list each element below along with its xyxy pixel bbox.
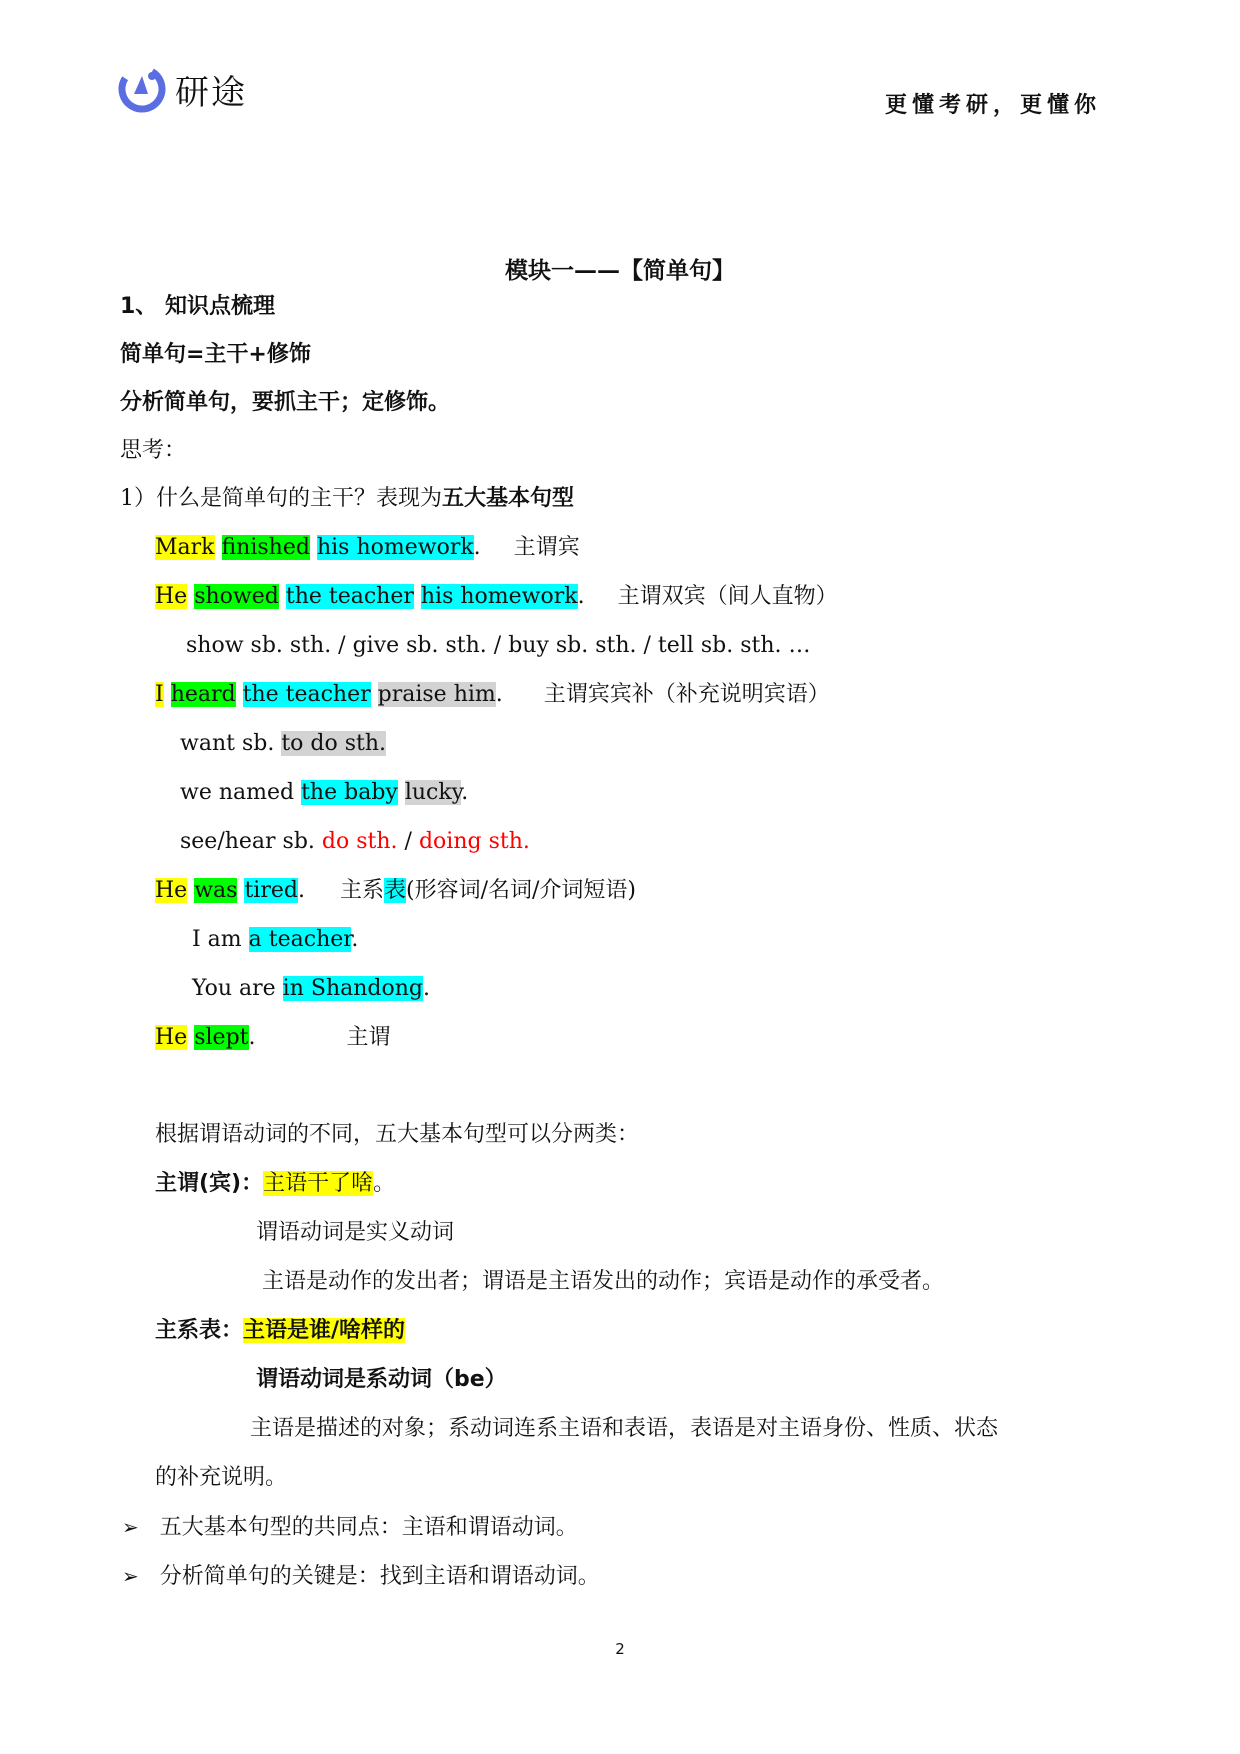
type-sv-o bbox=[155, 1169, 395, 1199]
object-complement: praise him bbox=[377, 682, 496, 707]
separator: / bbox=[397, 829, 419, 854]
question-1 bbox=[120, 484, 574, 514]
section-heading: 1、 知识点梳理 bbox=[120, 294, 275, 319]
predicative: in Shandong bbox=[282, 976, 423, 1001]
object: his homework bbox=[316, 535, 474, 560]
svp-example-b bbox=[192, 974, 430, 1004]
subject: Mark bbox=[155, 535, 215, 560]
question-1-bold: 五大基本句型 bbox=[442, 486, 575, 511]
text: we named bbox=[180, 780, 302, 805]
type-highlight: 主语干了啥 bbox=[263, 1171, 374, 1196]
period: . bbox=[351, 927, 359, 952]
type-sv-o-note-a: 谓语动词是实义动词 bbox=[256, 1220, 455, 1245]
bullet-item bbox=[122, 1512, 578, 1543]
predicative: a teacher bbox=[248, 927, 352, 952]
think-label: 思考： bbox=[120, 438, 187, 463]
direct-object: his homework bbox=[420, 584, 578, 609]
type-svp-note-a: 谓语动词是系动词（be） bbox=[256, 1367, 507, 1392]
object-complement: lucky bbox=[404, 780, 462, 805]
bullet-text: 分析简单句的关键是：找到主语和谓语动词。 bbox=[159, 1564, 600, 1589]
analysis-line: 分析简单句，要抓主干；定修饰。 bbox=[120, 390, 451, 415]
verb: finished bbox=[221, 535, 310, 560]
period: . bbox=[422, 976, 430, 1001]
red-phrase: do sth. bbox=[321, 829, 398, 854]
svoo-verbs-note: show sb. sth. / give sb. sth. / buy sb. sth. / tell sb. sth. … bbox=[186, 633, 811, 658]
object: the baby bbox=[301, 780, 398, 805]
pattern-label-note: (形容词/名词/介词短语) bbox=[406, 878, 636, 903]
type-sv-o-note-b: 主语是动作的发出者；谓语是主语发出的动作；宾语是动作的承受者。 bbox=[262, 1269, 945, 1294]
predicative: tired bbox=[244, 878, 298, 903]
type-heading: 主系表： bbox=[155, 1318, 244, 1343]
period: . bbox=[577, 584, 585, 609]
type-svp-note-b2: 的补充说明。 bbox=[155, 1465, 288, 1490]
question-1-text: 1）什么是简单句的主干？表现为 bbox=[120, 486, 442, 511]
pattern-label: 主谓双宾（间人直物） bbox=[617, 584, 838, 609]
period: . bbox=[297, 878, 305, 903]
example-svoo bbox=[155, 582, 838, 612]
logo-text: 研途 bbox=[175, 72, 247, 113]
formula-line: 简单句=主干+修饰 bbox=[120, 342, 311, 367]
pattern-label: 主谓宾 bbox=[513, 535, 580, 560]
period: . bbox=[248, 1025, 256, 1050]
unicorn-logo-icon bbox=[117, 64, 167, 114]
page-number: 2 bbox=[615, 1640, 625, 1658]
indirect-object: the teacher bbox=[285, 584, 414, 609]
pattern-label-highlight: 表 bbox=[383, 878, 406, 903]
example-sv bbox=[155, 1023, 391, 1053]
slogan: 更懂考研，更懂你 bbox=[885, 92, 1102, 118]
bullet-text: 五大基本句型的共同点：主语和谓语动词。 bbox=[159, 1515, 578, 1540]
arrow-bullet-icon: ➢ bbox=[122, 1515, 139, 1539]
verb: showed bbox=[194, 584, 279, 609]
bullet-item bbox=[122, 1561, 600, 1592]
text: I am bbox=[192, 927, 249, 952]
period: . bbox=[495, 682, 503, 707]
period: 。 bbox=[373, 1171, 396, 1196]
arrow-bullet-icon: ➢ bbox=[122, 1564, 139, 1588]
pattern-label: 主谓宾宾补（补充说明宾语） bbox=[543, 682, 830, 707]
example-svp bbox=[155, 876, 636, 906]
type-svp bbox=[155, 1316, 405, 1346]
brand-logo bbox=[117, 64, 247, 114]
type-heading: 主谓(宾)： bbox=[155, 1171, 264, 1196]
type-svp-note-b1: 主语是描述的对象；系动词连系主语和表语，表语是对主语身份、性质、状态 bbox=[250, 1416, 999, 1441]
type-highlight: 主语是谁/啥样的 bbox=[243, 1318, 406, 1343]
svoc-example-c bbox=[180, 827, 530, 857]
period: . bbox=[473, 535, 481, 560]
svp-example-a bbox=[192, 925, 358, 955]
example-svo bbox=[155, 533, 580, 563]
subject: I bbox=[155, 682, 164, 707]
verb: slept bbox=[194, 1025, 249, 1050]
object: the teacher bbox=[242, 682, 371, 707]
pattern-label: 主谓 bbox=[346, 1025, 391, 1050]
text: want sb. bbox=[180, 731, 282, 756]
example-svoc bbox=[155, 680, 830, 710]
object-complement: to do sth. bbox=[281, 731, 387, 756]
text: see/hear sb. bbox=[180, 829, 322, 854]
classify-line: 根据谓语动词的不同，五大基本句型可以分两类： bbox=[155, 1122, 640, 1147]
pattern-label: 主系 bbox=[339, 878, 384, 903]
verb: heard bbox=[170, 682, 236, 707]
subject: He bbox=[155, 584, 188, 609]
subject: He bbox=[155, 878, 188, 903]
subject: He bbox=[155, 1025, 188, 1050]
red-phrase: doing sth. bbox=[418, 829, 530, 854]
svoc-example-b bbox=[180, 778, 468, 808]
period: . bbox=[461, 780, 469, 805]
text: You are bbox=[192, 976, 283, 1001]
svoc-example-a bbox=[180, 729, 386, 759]
linking-verb: was bbox=[194, 878, 238, 903]
page-title: 模块一——【简单句】 bbox=[505, 257, 735, 284]
